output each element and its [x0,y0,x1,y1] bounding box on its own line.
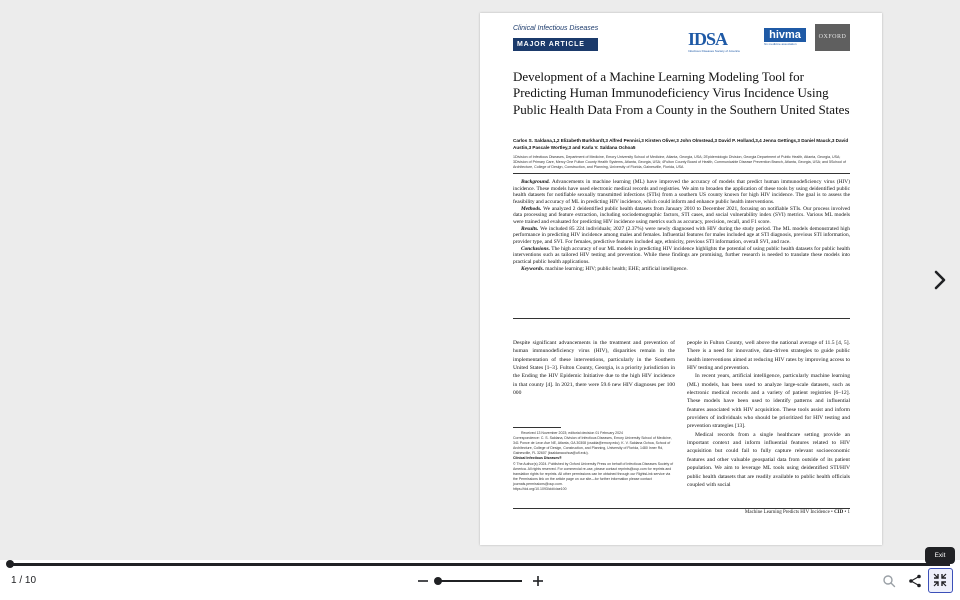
zoom-slider[interactable] [437,580,522,582]
exit-fullscreen-button[interactable] [928,568,953,593]
search-icon [881,573,897,589]
affiliations: 1Division of Infectious Diseases, Department of Medicine, Emory University School of Medicine, Atlanta, Georgia, USA; 2Epidemiologic Division, Georgia Department of Public Health, Atlanta, Georgia, USA; 3Division of Primary Care, Mercy One Fulton County Health Systems, Atlanta, Georgia, USA; 4Fulton County Board of Health, Communicable Disease Prevention Branch, Atlanta, Georgia, USA; and 5School of Architecture, College of Design, Construction, and Planning, University of Florida, Gainesville, Florida, USA [513,155,846,170]
hivma-tagline: hiv medicine association [764,42,797,46]
zoom-slider-thumb[interactable] [434,577,442,585]
body-paragraph: Despite significant advancements in the treatment and prevention of human immunodeficiency virus (HIV), disparities remain in the implementation of these interventions, particularly in the Southern United States [1–3]. Fulton County, Georgia, is a priority jurisdiction in the Ending the HIV Epidemic Initiative due to the high HIV incidence in that county [4]. In 2021, there were 59.6 new HIV diagnoses per 100 000 [513,340,675,397]
minus-icon [414,572,432,590]
abstract-results: Results. We included 85 224 individuals; 2027 (2.37%) were newly diagnosed with HIV during the study period. The ML models demonstrated high performance in predicting HIV incidence among males and females. Influential features for males included age at STI diagnosis, previous STI information, provider type, and SVI. For females, predictive features included age, ethnicity, previous STI information, overall SVI, and race. [513,225,850,245]
footnotes [513,431,675,492]
idsa-logo-text: IDSA [688,29,728,49]
pdf-page [480,13,882,545]
body-paragraph: Medical records from a single healthcare setting provide an important context and inform influential features related to HIV acquisition but could fail to fully capture relevant socioeconomic features and other valuable geospatial data from outside of its patient population. We aim to leverage ML tools using deidentified STI/HIV public health datasets that are readily available to public health officials coupled with social [687,431,850,488]
hivma-logo-text: hivma [764,28,806,42]
journal-mark: Clinical Infectious Diseases® [513,456,562,461]
progress-thumb[interactable] [6,560,14,568]
abstract-methods: Methods. We analyzed 2 deidentified public health datasets from January 2010 to December 2021, focusing on notifiable STIs. Our process involved data processing and feature extraction, including sociodemographic factors, STI cases, and social vulnerability index (SVI) metrics. Various ML models were trained and evaluated for predicting HIV incidence using metrics such as accuracy, precision, recall, and F1 score. [513,205,850,225]
chevron-right-icon [930,268,950,292]
idsa-tagline: Infectious Diseases Society of America [688,49,740,53]
page-indicator: 1 / 10 [11,575,37,586]
doi: https://doi.org/10.1093/cid/ciae100 [513,487,567,492]
search-button[interactable] [881,573,897,589]
hivma-logo [764,28,806,50]
correspondence: Correspondence: C. S. Saldana, Division of Infectious Diseases, Emory University School of Medicine, 341 Ponce de Leon Ave NE, Atlanta, GA 30308 (csalda@emory.edu); K. V. Saldana Ochoa, School of Architecture, College of Design, Construction, and Planning, University of Florida, 1480 Inner Rd, Gainesville, FL 32607 (ksaldanaochoa@ufl.edu). [513,436,672,456]
page-progress-bar[interactable] [10,563,950,566]
running-footer: Machine Learning Predicts HIV Incidence • CID • 1 [744,510,850,515]
body-paragraph: In recent years, artificial intelligence, particularly machine learning (ML) models, has been used to analyze large-scale datasets, such as electronic medical records and a variety of patient registries [6–12]. These models have been used to identify patterns and influential features associated with HIV acquisition. These tools assist and inform providers of individuals who should be prioritized for HIV testing and prevention strategies [13]. [687,373,850,430]
article-type-badge: MAJOR ARTICLE [513,38,598,51]
journal-name: Clinical Infectious Diseases [513,25,599,32]
abstract-keywords: Keywords. machine learning; HIV; public health; EHE; artificial intelligence. [521,265,688,272]
abstract-conclusions: Conclusions. The high accuracy of our ML models in predicting HIV incidence highlights the potential of using public health datasets for public health interventions such as tailored HIV testing and prevention. While these findings are promising, further research is needed to translate these models into practical public health applications. [513,245,850,265]
running-footer-title: Machine Learning Predicts HIV Incidence [744,510,830,515]
share-icon [907,573,923,589]
exit-fullscreen-icon [933,573,947,587]
idsa-logo [688,27,754,53]
body-column-left [513,339,675,397]
plus-icon [529,572,547,590]
abstract-background: Background. Advancements in machine learning (ML) have improved the accuracy of models that predict human immunodeficiency virus (HIV) incidence. These models have used electronic medical records and registries. We aim to broaden the application of these tools by using deidentified public health datasets for notifiable sexually transmitted infections (STIs) from a southern US county known for high HIV incidence. The goal is to assess the feasibility and accuracy of ML in predicting HIV incidence, which could inform and enhance public health interventions. [513,179,850,205]
body-column-right [687,339,850,489]
next-page-button[interactable] [930,268,950,292]
running-footer-journal: CID [834,510,844,515]
footer-divider [513,508,850,509]
zoom-out-button[interactable] [414,572,432,590]
oxford-logo: OXFORD [815,24,850,51]
zoom-in-button[interactable] [529,572,547,590]
copyright: © The Author(s) 2024. Published by Oxford University Press on behalf of Infectious Diseases Society of America. All rights reserved. For commercial re-use, please contact reprints@oup.com for reprints and translation rights for reprints. All other permissions can be obtained through our RightsLink service via the Permissions link on the article page on our site—for further information please contact journals.permissions@oup.com. [513,461,674,486]
page-number: 1 [847,510,850,515]
author-list: Carlos S. Saldana,1,2 Elizabeth Burkhardt,3 Alfred Pennisi,3 Kirsten Oliver,3 John Olmstead,3 David P. Holland,3,4 Jenna Gettings,3 Daniel Mauck,3 David Austin,3 Pascale Wortley,3 and Karla V. Saldana Ochoa5 [513,138,849,150]
body-paragraph: people in Fulton County, well above the national average of 11.5 [4, 5]. There is a need for innovative, data-driven strategies to guide public health interventions aimed at reducing HIV rates by improving access to HIV testing and prevention. [687,340,850,372]
exit-tooltip: Exit [925,547,955,564]
share-button[interactable] [907,573,923,589]
footnote-divider [513,427,561,428]
paper-title: Development of a Machine Learning Modeling Tool for Predicting Human Immunodeficiency Virus Incidence Using Public Health Data From a County in the Southern United States [513,69,850,117]
received-dates: Received 13 November 2023; editorial decision 01 February 2024 [521,431,623,435]
abstract [513,173,850,319]
viewer-toolbar [0,568,960,600]
